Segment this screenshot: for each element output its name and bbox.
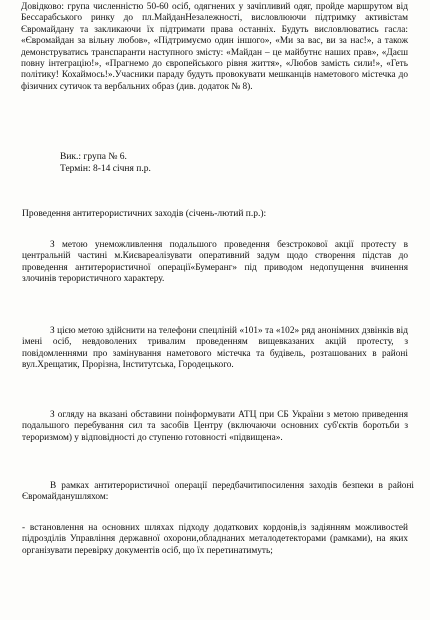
- paragraph-text: З огляду на вказані обставини поінформувати АТЦ при СБ України з метою приведення подальшого перебування сил та засобів Центру (включаючи основних суб'єктів боротьби з тероризмом) у відповідності до ступеню готовності «підвищена».: [22, 410, 408, 443]
- section-title: Проведення антитерористичних заходів (січень-лютий п.р.):: [22, 209, 267, 219]
- executor-block: [60, 152, 360, 175]
- executor-line: Вик.: група № 6.: [60, 152, 127, 162]
- reference-note-text: Довідково: група численністю 50-60 осіб, одягнених у зачіпливий одяг, пройде маршрутом від Бессарабського ринку до пл.МайданНезалежності, висловлюючи підтримку активістам Євромайдану та закликаючи їх підтримати права останніх. Будуть висловлюватись гасла: «Євромайдан за вільну любов», «Підтримуємо один іншого», «Ми за вас, ви за нас!», а також демонструватись транспаранти наступного змісту: «Майдан – це майбутнє наших прав», «Даєш повну інтеграцію!», «Прагнемо до європейського рівня життя», «Любов замість сили!», «Геть політику! Кохаймось!».Учасники параду будуть провокувати мешканців наметового містечка до фізичних сутичок та вербальних образ (див. додаток № 8).: [21, 2, 408, 92]
- paragraph: [0, 410, 430, 444]
- reference-note: [0, 2, 430, 93]
- paragraph: [0, 240, 430, 286]
- paragraph-text: - встановлення на основних шляхах підходу додаткових кордонів,із задіянням можливостей підрозділів Управління державної охорони,обладнаних металодетекторами (рамками), на яких організувати перевірку документів осіб, що їх перетинатимуть;: [22, 523, 408, 556]
- paragraph-text: З метою унеможливлення подальшого проведення безстрокової акції протесту в центральній частині м.Києвареалізувати оперативний задум щодо створення підстав до проведення антитерористичної операції«Бумеранг» під приводом недопущення вчинення злочинів терористичного характеру.: [22, 240, 408, 285]
- term-line: Термін: 8-14 січня п.р.: [60, 163, 151, 174]
- paragraph-text: В рамках антитерористичної операції передбачитипосилення заходів безпеки в районі Євромайданушляхом:: [22, 481, 414, 503]
- paragraph: [0, 523, 430, 557]
- paragraph-text: З цією метою здійснити на телефони спецліній «101» та «102» ряд анонімних дзвінків від імені осіб, невдоволених тривалим проведенням вищевказаних акцій протесту, з повідомленнями про замінування наметового містечка та будівель, розташованих в районі вул.Хрещатик, Прорізна, Інститутська, Городецького.: [22, 326, 408, 371]
- paragraph: [22, 481, 414, 504]
- section-heading: [22, 209, 412, 219]
- paragraph: [0, 326, 430, 372]
